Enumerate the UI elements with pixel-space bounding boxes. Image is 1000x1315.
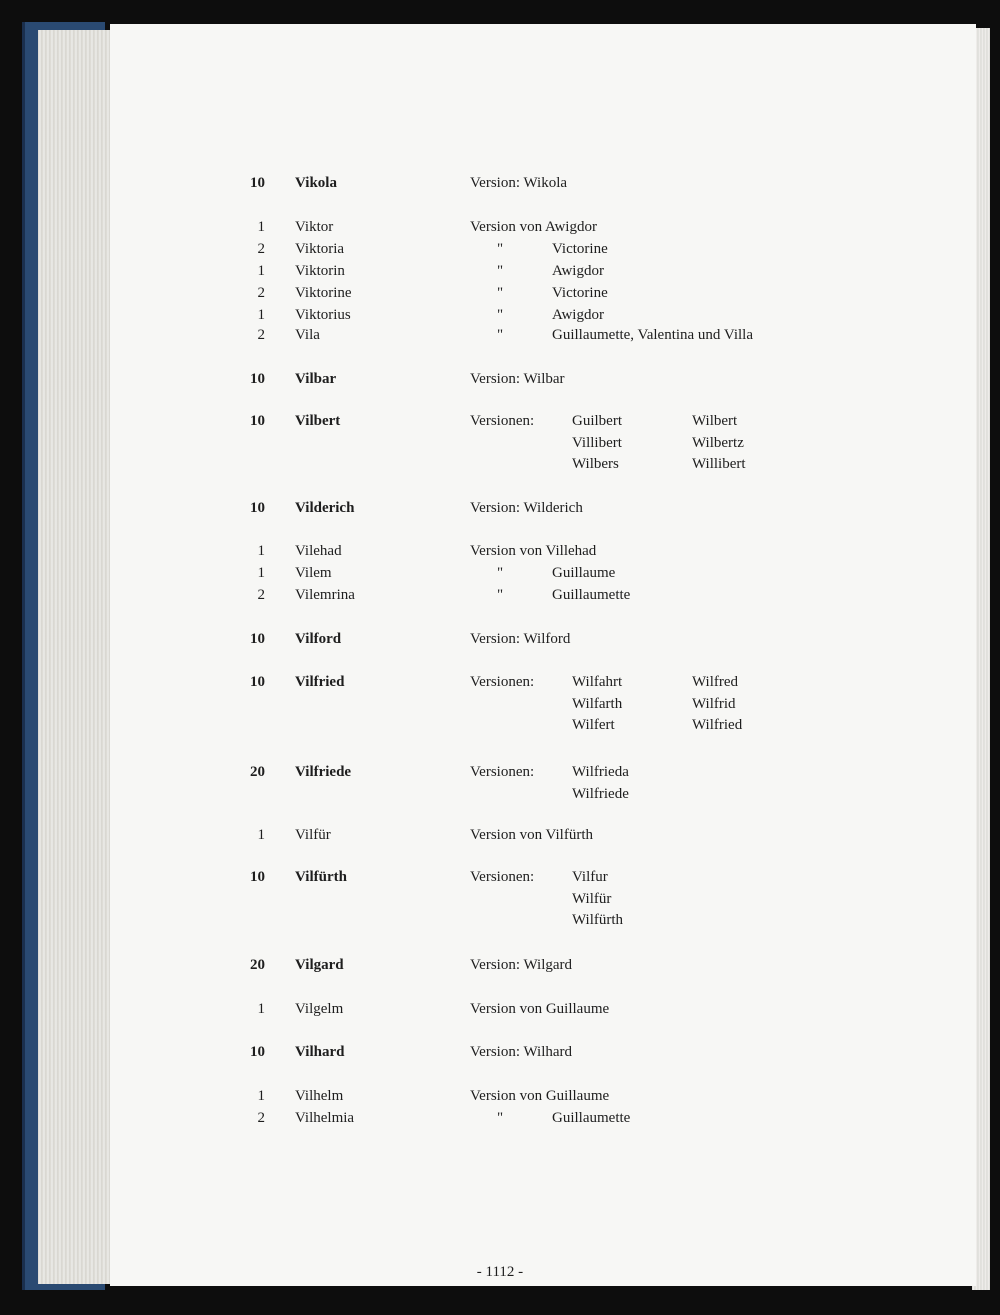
version-text: Version: Wilhard — [470, 1044, 573, 1060]
version-variant: Villibert — [572, 434, 622, 451]
entry-name: Vilhelm — [295, 1088, 344, 1104]
entry-name: Viktor — [295, 219, 334, 235]
entry-count: 1 — [257, 1088, 265, 1104]
version-text: Awigdor — [552, 263, 604, 279]
entry-count: 1 — [257, 219, 265, 235]
entry-name: Viktoria — [295, 241, 345, 257]
entry-name: Vilford — [295, 631, 342, 647]
entry-name: Vilfür — [295, 827, 331, 843]
ditto-mark: " — [497, 327, 504, 343]
entry-name: Vilfürth — [295, 869, 347, 885]
entry-count: 10 — [250, 869, 265, 885]
version-variant: Wilfrid — [692, 695, 736, 712]
version-variant: Vilfur — [572, 869, 608, 885]
version-text: Version von Villehad — [470, 543, 597, 559]
version-text: Guillaumette, Valentina und Villa — [552, 327, 754, 343]
version-text: Awigdor — [552, 307, 604, 323]
version-variant: Wilfried — [692, 717, 743, 734]
entry-name: Vilhelmia — [295, 1110, 355, 1126]
version-variant: Wilbers — [572, 456, 619, 473]
versions-label: Versionen: — [470, 869, 535, 885]
entry-name: Vilbert — [295, 413, 341, 429]
entry-name: Vikola — [295, 175, 337, 191]
version-variant: Wilfred — [692, 674, 739, 690]
version-text: Version: Wilford — [470, 631, 571, 647]
entry-count: 10 — [250, 371, 265, 387]
entry-count: 20 — [250, 957, 265, 973]
entry-name: Vilehad — [295, 543, 342, 559]
version-text: Version von Awigdor — [470, 219, 597, 235]
version-variant: Guilbert — [572, 413, 622, 429]
entry-count: 1 — [257, 565, 265, 581]
entry-name: Vilgelm — [295, 1001, 344, 1017]
version-text: Victorine — [552, 285, 608, 301]
versions-label: Versionen: — [470, 764, 535, 780]
entry-name: Vilfried — [295, 674, 345, 690]
entry-name: Vilem — [295, 565, 332, 581]
entry-name: Vilderich — [295, 500, 355, 516]
version-variant: Wilfert — [572, 717, 615, 734]
version-variant: Wilfarth — [572, 695, 623, 712]
entry-name: Vila — [295, 327, 320, 343]
entry-count: 10 — [250, 1044, 265, 1060]
entry-count: 2 — [257, 241, 265, 257]
entry-name: Viktorine — [295, 285, 352, 301]
version-variant: Wilfür — [572, 890, 612, 907]
version-text: Victorine — [552, 241, 608, 257]
entry-count: 1 — [257, 1001, 265, 1017]
version-text: Guillaumette — [552, 587, 631, 603]
entry-count: 10 — [250, 631, 265, 647]
version-text: Version von Vilfürth — [470, 827, 593, 843]
entry-count: 1 — [257, 263, 265, 279]
version-text: Version: Wikola — [470, 175, 568, 191]
ditto-mark: " — [497, 587, 504, 603]
entry-count: 10 — [250, 413, 265, 429]
entry-count: 10 — [250, 500, 265, 516]
version-variant: Wilfriede — [572, 785, 629, 802]
versions-label: Versionen: — [470, 674, 535, 690]
version-variant: Willibert — [692, 456, 746, 473]
version-text: Version von Guillaume — [470, 1088, 610, 1104]
entry-count: 1 — [257, 307, 265, 323]
entry-name: Viktorin — [295, 263, 345, 279]
entry-count: 1 — [257, 827, 265, 843]
ditto-mark: " — [497, 285, 504, 301]
version-text: Version: Wilgard — [470, 957, 573, 973]
entry-name: Vilfriede — [295, 764, 352, 780]
version-text: Guillaumette — [552, 1110, 631, 1126]
ditto-mark: " — [497, 565, 504, 581]
version-text: Version von Guillaume — [470, 1001, 610, 1017]
ditto-mark: " — [497, 263, 504, 279]
entry-count: 2 — [257, 1110, 265, 1126]
version-text: Guillaume — [552, 565, 616, 581]
ditto-mark: " — [497, 241, 504, 257]
entry-count: 2 — [257, 285, 265, 301]
page-number: - 1112 - — [476, 1264, 524, 1280]
version-variant: Wilbertz — [692, 434, 744, 451]
version-variant: Wilfahrt — [572, 674, 623, 690]
entry-name: Vilemrina — [295, 587, 355, 603]
version-variant: Wilbert — [692, 413, 738, 429]
entry-count: 20 — [250, 764, 265, 780]
entry-count: 1 — [257, 543, 265, 559]
entry-count: 10 — [250, 674, 265, 690]
versions-label: Versionen: — [470, 413, 535, 429]
version-text: Version: Wilbar — [470, 371, 565, 387]
version-text: Version: Wilderich — [470, 500, 583, 516]
entry-name: Vilbar — [295, 371, 337, 387]
ditto-mark: " — [497, 307, 504, 323]
ditto-mark: " — [497, 1110, 504, 1126]
version-variant: Wilfürth — [572, 912, 624, 929]
entry-name: Viktorius — [295, 307, 351, 323]
entry-count: 10 — [250, 175, 265, 191]
entry-name: Vilhard — [295, 1044, 345, 1060]
entry-count: 2 — [257, 587, 265, 603]
entry-name: Vilgard — [295, 957, 344, 973]
entry-count: 2 — [257, 327, 265, 343]
version-variant: Wilfrieda — [572, 764, 629, 780]
